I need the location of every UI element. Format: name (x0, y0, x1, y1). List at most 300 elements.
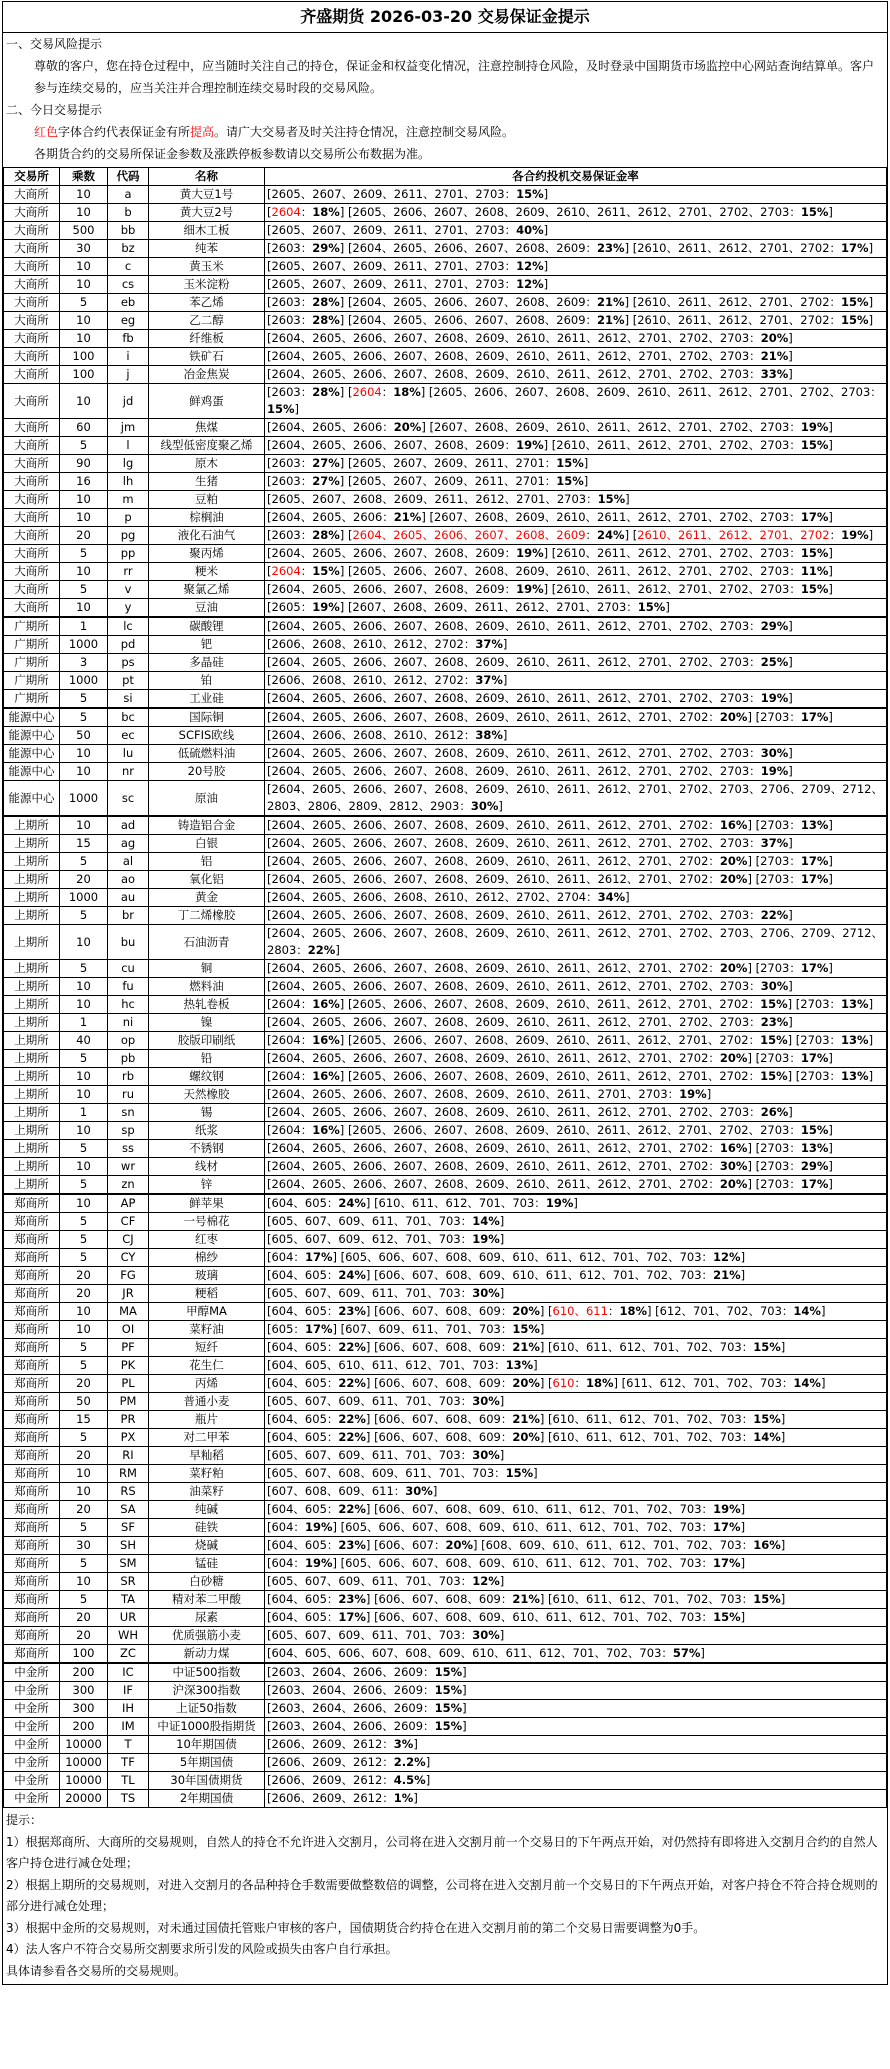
contract-list: [605、607、609、611、701、703： (267, 1394, 473, 1408)
code-cell: j (108, 366, 149, 384)
multiplier-cell: 5 (60, 960, 108, 978)
exchange-cell: 郑商所 (4, 1411, 60, 1429)
name-cell: 铜 (149, 960, 265, 978)
rates-cell (265, 1754, 887, 1772)
table-row (4, 816, 887, 835)
multiplier-cell: 5 (60, 1339, 108, 1357)
contract-list: ] [606、607、608、609、610、611、612、701、702、703： (365, 1268, 714, 1282)
name-cell: 玉米淀粉 (149, 276, 265, 294)
contract-list: ] (543, 187, 549, 201)
rates-cell (265, 853, 887, 871)
rate-value: 16% (312, 1069, 340, 1083)
rate-value: 19% (312, 600, 340, 614)
contract-list: ] (700, 1646, 705, 1660)
today-text-mid: 字体合约代表保证金有所 (58, 125, 191, 139)
rate-value: 17% (800, 510, 829, 524)
raised-contracts: 2604 (271, 205, 301, 219)
rate-value: 15% (267, 402, 295, 416)
rates-cell (265, 1700, 887, 1718)
contract-list: [2604、2605、2606、2607、2608、2609、2610、2611、2612、2701、2702、2703： (267, 1105, 761, 1119)
name-cell: 生猪 (149, 473, 265, 491)
code-cell: bb (108, 222, 149, 240)
contract-list: ] (425, 1755, 431, 1769)
rates-cell (265, 1213, 887, 1231)
raised-contracts: 2604、2605、2606、2607、2608、2609 (352, 528, 586, 542)
rate-value: 13% (800, 818, 829, 832)
contract-list: [2606、2609、2612： (267, 1773, 394, 1787)
rate-value: 21% (597, 295, 625, 309)
contract-list: [2603： (267, 474, 313, 488)
table-row (4, 1176, 887, 1195)
contract-list: ] [605、606、607、608、609、610、611、612、701、702、703： (332, 1520, 714, 1534)
rate-value: 23% (338, 1538, 366, 1552)
rates-cell (265, 1501, 887, 1519)
contract-list: ] (543, 259, 549, 273)
multiplier-cell: 3 (60, 654, 108, 672)
rates-cell (265, 599, 887, 618)
contract-list: [2604、2605、2606、2607、2608、2609、2610、2611、2612、2701、2702： (267, 1177, 720, 1191)
rate-value: 20% (760, 331, 789, 345)
code-cell: br (108, 907, 149, 925)
multiplier-cell: 10 (60, 1068, 108, 1086)
rate-value: 2.2% (393, 1755, 426, 1769)
multiplier-cell: 5 (60, 1429, 108, 1447)
rate-value: 30% (719, 1159, 748, 1173)
contract-list: ] (502, 637, 508, 651)
contract-list: [604、605： (267, 1430, 339, 1444)
table-row (4, 1663, 887, 1682)
multiplier-cell: 10 (60, 816, 108, 835)
exchange-cell: 郑商所 (4, 1339, 60, 1357)
rate-value: 19% (679, 1087, 707, 1101)
rates-cell (265, 816, 887, 835)
rate-value: 17% (713, 1520, 741, 1534)
rates-cell (265, 1285, 887, 1303)
contract-list: ] [2703： (787, 1069, 842, 1083)
rate-value: 15% (753, 1412, 781, 1426)
multiplier-cell: 1 (60, 1014, 108, 1032)
multiplier-cell: 10 (60, 384, 108, 419)
name-cell: 多晶硅 (149, 654, 265, 672)
rate-value: 21% (512, 1412, 540, 1426)
rate-value: 17% (800, 1051, 829, 1065)
multiplier-cell: 200 (60, 1718, 108, 1736)
contract-list: ] (828, 510, 833, 524)
exchange-cell: 上期所 (4, 1158, 60, 1176)
raised-contracts: 610 (552, 1376, 575, 1390)
exchange-cell: 大商所 (4, 419, 60, 437)
table-row (4, 348, 887, 366)
rate-value: 19% (800, 420, 829, 434)
table-row (4, 996, 887, 1014)
contract-list: ] [607、609、611、701、703： (332, 1322, 513, 1336)
table-row (4, 294, 887, 312)
exchange-cell: 大商所 (4, 473, 60, 491)
table-row (4, 258, 887, 276)
rate-value: 15% (505, 1466, 534, 1480)
table-row (4, 871, 887, 889)
name-cell: 黄大豆1号 (149, 186, 265, 204)
rates-cell (265, 1483, 887, 1501)
multiplier-cell: 200 (60, 1663, 108, 1682)
code-cell: pt (108, 672, 149, 690)
contract-list: ] (788, 349, 793, 363)
rate-value: 21% (512, 1592, 540, 1606)
exchange-cell: 郑商所 (4, 1501, 60, 1519)
rate-value: 22% (307, 943, 336, 957)
multiplier-cell: 5 (60, 907, 108, 925)
page-title: 齐盛期货 2026-03-20 交易保证金提示 (3, 2, 887, 33)
multiplier-cell: 10 (60, 599, 108, 618)
name-cell: 精对苯二甲酸 (149, 1591, 265, 1609)
rates-cell (265, 1790, 887, 1808)
contract-list: ] [2610、2611、2612、2701、2702、2703： (543, 438, 801, 452)
rates-cell (265, 240, 887, 258)
exchange-cell: 上期所 (4, 1032, 60, 1050)
contract-list: ] (788, 367, 793, 381)
contract-list: [2604、2605、2606： (267, 420, 394, 434)
rate-value: 13% (841, 997, 869, 1011)
rate-value: 19% (760, 691, 789, 705)
contract-list: ] [ (624, 528, 638, 542)
contract-list: ] (868, 241, 874, 255)
code-cell: SH (108, 1537, 149, 1555)
contract-list: [2606、2609、2612： (267, 1791, 394, 1805)
name-cell: 不锈钢 (149, 1140, 265, 1158)
exchange-cell: 大商所 (4, 509, 60, 527)
table-row (4, 672, 887, 690)
rate-value: 29% (760, 619, 789, 633)
name-cell: 粳稻 (149, 1285, 265, 1303)
code-cell: SM (108, 1555, 149, 1573)
multiplier-cell: 10 (60, 1465, 108, 1483)
contract-list: ] [2607、2608、2609、2611、2612、2701、2703： (339, 600, 638, 614)
multiplier-cell: 90 (60, 455, 108, 473)
contract-list: ] (828, 854, 833, 868)
contract-list: ] (573, 1196, 578, 1210)
contract-list: [604、605、606、607、608、609、610、611、612、701、702、703： (267, 1646, 673, 1660)
code-cell: RS (108, 1483, 149, 1501)
rate-value: 23% (338, 1592, 366, 1606)
margin-table (3, 167, 887, 1808)
contract-list: [2604、2605、2606： (267, 510, 394, 524)
rate-value: 17% (713, 1556, 741, 1570)
rate-value: 20% (719, 872, 748, 886)
rates-cell (265, 419, 887, 437)
rates-cell (265, 509, 887, 527)
name-cell: 液化石油气 (149, 527, 265, 545)
rate-value: 15% (800, 438, 829, 452)
table-row (4, 1519, 887, 1537)
contract-list: ] (780, 1430, 786, 1444)
contract-list: ] (740, 1502, 746, 1516)
contract-list: [604、605： (267, 1304, 339, 1318)
rate-value: 15% (556, 456, 584, 470)
name-cell: 焦煤 (149, 419, 265, 437)
rate-value: 28% (312, 313, 340, 327)
contract-list: [2604、2605、2606、2607、2608、2609、2610、2611、2612、2701、2702： (267, 710, 720, 724)
rates-cell (265, 925, 887, 960)
contract-list: ] (499, 1628, 505, 1642)
name-cell: 聚丙烯 (149, 545, 265, 563)
rate-value: 30% (760, 746, 789, 760)
rate-value: 13% (505, 1358, 534, 1372)
code-cell: ec (108, 727, 149, 745)
contract-list: ] (740, 1610, 746, 1624)
exchange-cell: 大商所 (4, 186, 60, 204)
table-row (4, 581, 887, 599)
rates-cell (265, 727, 887, 745)
rate-value: 19% (472, 1232, 500, 1246)
table-row (4, 1104, 887, 1122)
rates-cell (265, 437, 887, 455)
rate-value: 3% (393, 1737, 414, 1751)
table-row (4, 1609, 887, 1627)
exchange-cell: 中金所 (4, 1772, 60, 1790)
code-cell: pg (108, 527, 149, 545)
exchange-cell: 郑商所 (4, 1303, 60, 1321)
code-cell: PL (108, 1375, 149, 1393)
multiplier-cell: 10000 (60, 1754, 108, 1772)
note-item: 具体请参看各交易所的交易规则。 (6, 1963, 187, 1978)
contract-list: ] [608、609、610、611、612、701、702、703： (472, 1538, 754, 1552)
contract-list: [604、605： (267, 1340, 339, 1354)
name-cell: 国际铜 (149, 708, 265, 727)
multiplier-cell: 10 (60, 491, 108, 509)
contract-list: [2604： (267, 1033, 313, 1047)
rate-value: 21% (597, 313, 625, 327)
notes-section (3, 1808, 887, 1984)
rate-value: 21% (512, 1340, 540, 1354)
code-cell: eb (108, 294, 149, 312)
multiplier-cell: 300 (60, 1682, 108, 1700)
code-cell: UR (108, 1609, 149, 1627)
multiplier-cell: 1000 (60, 889, 108, 907)
rate-value: 29% (800, 1159, 829, 1173)
multiplier-cell: 1000 (60, 781, 108, 817)
name-cell: SCFIS欧线 (149, 727, 265, 745)
multiplier-cell: 5 (60, 853, 108, 871)
multiplier-cell: 5 (60, 1140, 108, 1158)
exchange-cell: 郑商所 (4, 1393, 60, 1411)
rates-cell (265, 1321, 887, 1339)
name-cell: 2年期国债 (149, 1790, 265, 1808)
code-cell: ZC (108, 1645, 149, 1664)
rate-value: 21% (393, 510, 422, 524)
multiplier-cell: 50 (60, 1393, 108, 1411)
table-row (4, 763, 887, 781)
exchange-cell: 广期所 (4, 672, 60, 690)
code-cell: ru (108, 1086, 149, 1104)
table-row (4, 419, 887, 437)
contract-list: [2605、2607、2609、2611、2701、2703： (267, 187, 517, 201)
table-row (4, 1754, 887, 1772)
code-cell: m (108, 491, 149, 509)
rates-cell (265, 835, 887, 853)
table-body (4, 186, 887, 1808)
table-row (4, 1285, 887, 1303)
multiplier-cell: 20 (60, 1447, 108, 1465)
rates-cell (265, 1267, 887, 1285)
exchange-cell: 郑商所 (4, 1375, 60, 1393)
contract-list: [2604、2605、2606、2607、2608、2609、2610、2611、2612、2701、2702： (267, 818, 720, 832)
rates-cell (265, 384, 887, 419)
code-cell: i (108, 348, 149, 366)
code-cell: hc (108, 996, 149, 1014)
name-cell: 纤维板 (149, 330, 265, 348)
contract-list: [2604、2605、2606、2607、2608、2609、2610、2611、2612、2701、2702： (267, 1141, 720, 1155)
contract-list: ] [610、611、612、701、702、703： (539, 1592, 754, 1606)
multiplier-cell: 40 (60, 1032, 108, 1050)
exchange-cell: 中金所 (4, 1754, 60, 1772)
rate-value: 28% (312, 295, 340, 309)
rates-cell (265, 996, 887, 1014)
header-code: 代码 (108, 168, 149, 186)
rate-value: 23% (760, 1015, 789, 1029)
code-cell: c (108, 258, 149, 276)
contract-list: ] (499, 1394, 505, 1408)
multiplier-cell: 10 (60, 312, 108, 330)
name-cell: 花生仁 (149, 1357, 265, 1375)
rate-value: 14% (793, 1376, 821, 1390)
name-cell: 原木 (149, 455, 265, 473)
code-cell: op (108, 1032, 149, 1050)
contract-list: ] [2605、2606、2607、2608、2609、2610、2611、2612、2701、2702、2703： (420, 385, 882, 399)
rate-value: 20% (512, 1376, 540, 1390)
multiplier-cell: 10 (60, 509, 108, 527)
multiplier-cell: 10 (60, 925, 108, 960)
contract-list: [604、605： (267, 1196, 339, 1210)
contract-list: ] (625, 890, 630, 904)
name-cell: 低硫燃料油 (149, 745, 265, 763)
contract-list: ] [605、606、607、608、609、610、611、612、701、702、703： (332, 1250, 714, 1264)
contract-list: [2603、2604、2606、2609： (267, 1719, 435, 1733)
name-cell: 棉纱 (149, 1249, 265, 1267)
rate-value: 17% (304, 1250, 333, 1264)
raised-contracts: 610、611 (552, 1304, 608, 1318)
rates-cell (265, 348, 887, 366)
exchange-cell: 中金所 (4, 1736, 60, 1754)
rates-cell (265, 1411, 887, 1429)
contract-list: ： (829, 528, 842, 542)
contract-list: ] (828, 818, 833, 832)
exchange-cell: 大商所 (4, 222, 60, 240)
multiplier-cell: 10 (60, 996, 108, 1014)
exchange-cell: 郑商所 (4, 1573, 60, 1591)
raised-contracts: 2610、2611、2612、2701、2702 (637, 528, 830, 542)
contract-list: [2603： (267, 528, 313, 542)
rate-value: 19% (713, 1502, 741, 1516)
contract-list: [605、607、609、611、701、703： (267, 1628, 473, 1642)
table-row (4, 690, 887, 709)
code-cell: rr (108, 563, 149, 581)
rate-value: 15% (760, 1033, 788, 1047)
exchange-cell: 上期所 (4, 1086, 60, 1104)
contract-list: [605、607、609、612、701、703： (267, 1232, 473, 1246)
code-cell: lh (108, 473, 149, 491)
rate-value: 25% (760, 655, 789, 669)
exchange-cell: 上期所 (4, 907, 60, 925)
rates-cell (265, 1609, 887, 1627)
contract-list: [2604、2605、2606、2607、2608、2609、2610、2611、2612、2701、2702、2703： (267, 655, 761, 669)
name-cell: 鲜鸡蛋 (149, 384, 265, 419)
table-row (4, 1483, 887, 1501)
contract-list: ] (828, 1159, 833, 1173)
contract-list: ] (788, 764, 793, 778)
name-cell: 棕榈油 (149, 509, 265, 527)
contract-list: ] [2604、2605、2606、2607、2608、2609： (339, 295, 598, 309)
contract-list: ] (502, 673, 508, 687)
rates-cell (265, 1122, 887, 1140)
exchange-cell: 郑商所 (4, 1267, 60, 1285)
exchange-cell: 大商所 (4, 437, 60, 455)
contract-list: ] (868, 528, 874, 542)
rate-value: 15% (312, 564, 340, 578)
raised-contracts: 2604 (352, 385, 382, 399)
raised-contracts: 2604 (271, 564, 301, 578)
contract-list: ] (533, 1358, 538, 1372)
rate-value: 15% (800, 1123, 829, 1137)
contract-list: ] (788, 1105, 793, 1119)
contract-list: ] [2605、2606、2607、2608、2609、2610、2611、2612、2701、2702、2703： (339, 1123, 801, 1137)
contract-list: [2604、2605、2606、2607、2608、2609： (267, 438, 517, 452)
contract-list: ] (828, 205, 833, 219)
table-row (4, 1303, 887, 1321)
rate-value: 30% (472, 1286, 500, 1300)
code-cell: RM (108, 1465, 149, 1483)
code-cell: a (108, 186, 149, 204)
contract-list: [604： (267, 1520, 305, 1534)
table-row (4, 1122, 887, 1140)
name-cell: 短纤 (149, 1339, 265, 1357)
exchange-cell: 郑商所 (4, 1483, 60, 1501)
exchange-cell: 广期所 (4, 654, 60, 672)
note-item: 2）根据上期所的交易规则，对进入交割月的各品种持仓手数需要做整数倍的调整，公司将在进入交割月前一个交易日的下午两点开始，对客户持仓不符合持仓规则的部分进行减仓处理； (6, 1877, 878, 1913)
rates-cell (265, 294, 887, 312)
rate-value: 11% (800, 564, 829, 578)
code-cell: PK (108, 1357, 149, 1375)
name-cell: 天然橡胶 (149, 1086, 265, 1104)
table-row (4, 366, 887, 384)
contract-list: ] (539, 1322, 545, 1336)
exchange-cell: 大商所 (4, 491, 60, 509)
code-cell: p (108, 509, 149, 527)
multiplier-cell: 20 (60, 1627, 108, 1645)
contract-list: ] (828, 420, 833, 434)
exchange-cell: 大商所 (4, 545, 60, 563)
rates-cell (265, 1393, 887, 1411)
table-row (4, 1194, 887, 1213)
contract-list: ] (828, 582, 833, 596)
rate-value: 4.5% (393, 1773, 426, 1787)
rate-value: 30% (405, 1484, 433, 1498)
name-cell: 油菜籽 (149, 1483, 265, 1501)
contract-list: ] [2703： (747, 1177, 801, 1191)
code-cell: RI (108, 1447, 149, 1465)
exchange-cell: 郑商所 (4, 1591, 60, 1609)
table-row (4, 835, 887, 853)
rate-value: 19% (841, 528, 869, 542)
name-cell: 锡 (149, 1104, 265, 1122)
contract-list: ] [2703： (747, 1159, 801, 1173)
rate-value: 19% (516, 546, 544, 560)
contract-list: ] (583, 456, 589, 470)
contract-list: ] (462, 1665, 467, 1679)
exchange-cell: 大商所 (4, 563, 60, 581)
multiplier-cell: 10000 (60, 1772, 108, 1790)
name-cell: 中证500指数 (149, 1663, 265, 1682)
contract-list: ] (868, 313, 874, 327)
